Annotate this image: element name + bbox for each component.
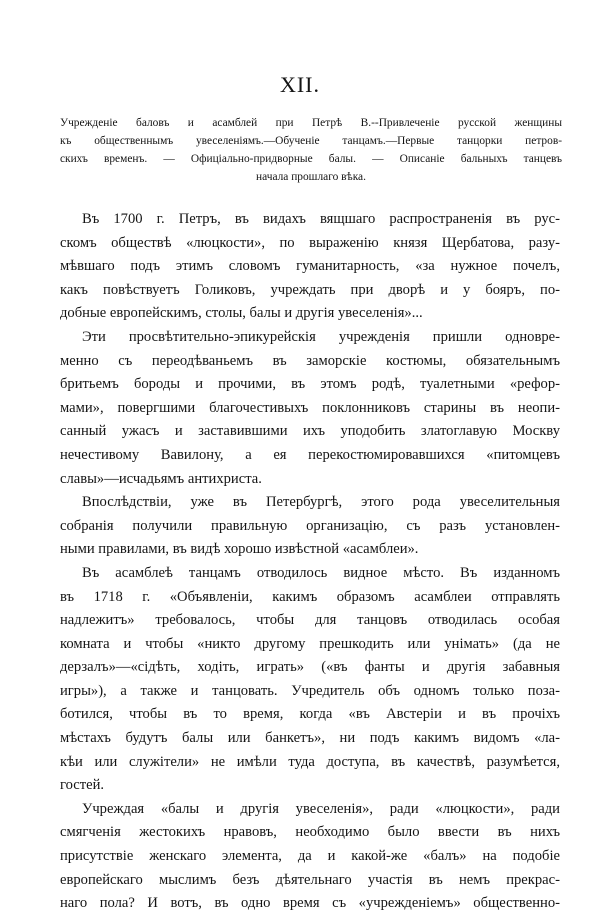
paragraph <box>60 798 560 916</box>
text-line: ботился, чтобы въ то время, когда «въ Австеріи и въ прочіхъ <box>60 706 560 723</box>
text-line: Въ 1700 г. Петръ, въ видахъ вящшаго распространенія въ рус- <box>82 211 560 227</box>
text-line: надлежитъ» требовалось, чтобы для танцовъ отводилась особая <box>60 612 560 629</box>
text-line: Эти просвѣтительно-эпикурейскія учрежденія пришли одновре- <box>82 328 560 345</box>
text-line: бритьемъ бороды и прочими, въ этомъ родѣ, туалетными «рефор- <box>60 376 560 393</box>
text-line: менно съ переодѣваньемъ въ заморскіе костюмы, обязательнымъ <box>60 352 560 369</box>
body-text <box>60 208 560 916</box>
text-line: Учреждая «балы и другія увеселенія», ради «люцкости», ради <box>82 800 560 817</box>
text-line: Въ асамблеѣ танцамъ отводилось видное мѣсто. Въ изданномъ <box>82 564 560 581</box>
text-line: мѣстахъ будутъ балы или банкетъ», ни подъ какимъ видомъ «ла- <box>60 730 560 747</box>
text-line: наго пола? И вотъ, въ одно время съ «учрежденіемъ» общественно- <box>60 895 560 912</box>
text-line: мѣвшаго подъ этимъ словомъ гуманитарность, «за нужное почелъ, <box>60 258 560 275</box>
text-line: въ 1718 г. «Объявленіи, какимъ образомъ асамблеи отправлять <box>60 588 560 605</box>
text-line: мами», повергшими благочестивыхъ поклонниковъ старины въ неопи- <box>60 399 560 416</box>
text-line: европейскаго мыслимъ безъ дѣятельнаго участія въ немъ прекрас- <box>60 871 560 888</box>
text-line: какъ повѣствуетъ Голиковъ, учреждать при дворѣ и у бояръ, по- <box>60 281 560 298</box>
paragraph <box>60 326 560 491</box>
text-line: добные европейскимъ, столы, балы и другія увеселенія»... <box>60 305 423 322</box>
text-line: нечестивому Вавилону, а ея перекостюмировавшихся «питомцевъ <box>60 446 560 463</box>
text-line: присутствіе женскаго элемента, да и какой-же «балъ» на подобіе <box>60 848 560 865</box>
text-line: смягченія жестокихъ нравовъ, необходимо было ввести въ нихъ <box>60 824 560 841</box>
paragraph <box>60 208 560 326</box>
text-line: славы»—исчадьямъ антихриста. <box>60 470 262 487</box>
text-line: собранія получили правильную организацію, съ разъ установлен- <box>60 517 560 534</box>
chapter-synopsis <box>60 114 562 186</box>
text-line: скомъ обществѣ «люцкости», по выраженію князя Щербатова, разу- <box>60 234 560 251</box>
text-line: гостей. <box>60 777 105 794</box>
text-line: дерзалъ»—«сідѣть, ходіть, играть» («въ фанты и другія забавныя <box>60 659 560 676</box>
chapter-number: XII. <box>279 72 321 97</box>
synopsis-line: скихъ временъ. — Офиціально-придворные балы. — Описаніе бальныхъ танцевъ <box>60 153 562 165</box>
synopsis-line: къ общественнымъ увеселеніямъ.—Обученіе танцамъ.—Первые танцорки петров- <box>60 135 562 147</box>
synopsis-line: начала прошлаго вѣка. <box>256 171 366 183</box>
text-line: комната и чтобы «никто другому прешкодить или унімать» (да не <box>60 635 560 652</box>
synopsis-line: Учрежденіе баловъ и асамблей при Петрѣ В.--Привлеченіе русской женщины <box>60 117 562 129</box>
paragraph <box>60 491 560 562</box>
paragraph <box>60 562 560 798</box>
text-line: Впослѣдствіи, уже въ Петербургѣ, этого рода увеселительныя <box>82 494 560 511</box>
text-line: кѣи или служітели» не имѣли туда доступа, въ качествѣ, разумѣется, <box>60 753 560 770</box>
text-line: ными правилами, въ видѣ хорошо извѣстной «асамблеи». <box>60 541 419 558</box>
text-line: игры»), а также и танцовать. Учредитель объ одномъ только поза- <box>60 682 560 699</box>
text-line: санный ужасъ и заставившими ихъ уподобить златоглавую Москву <box>60 423 560 440</box>
